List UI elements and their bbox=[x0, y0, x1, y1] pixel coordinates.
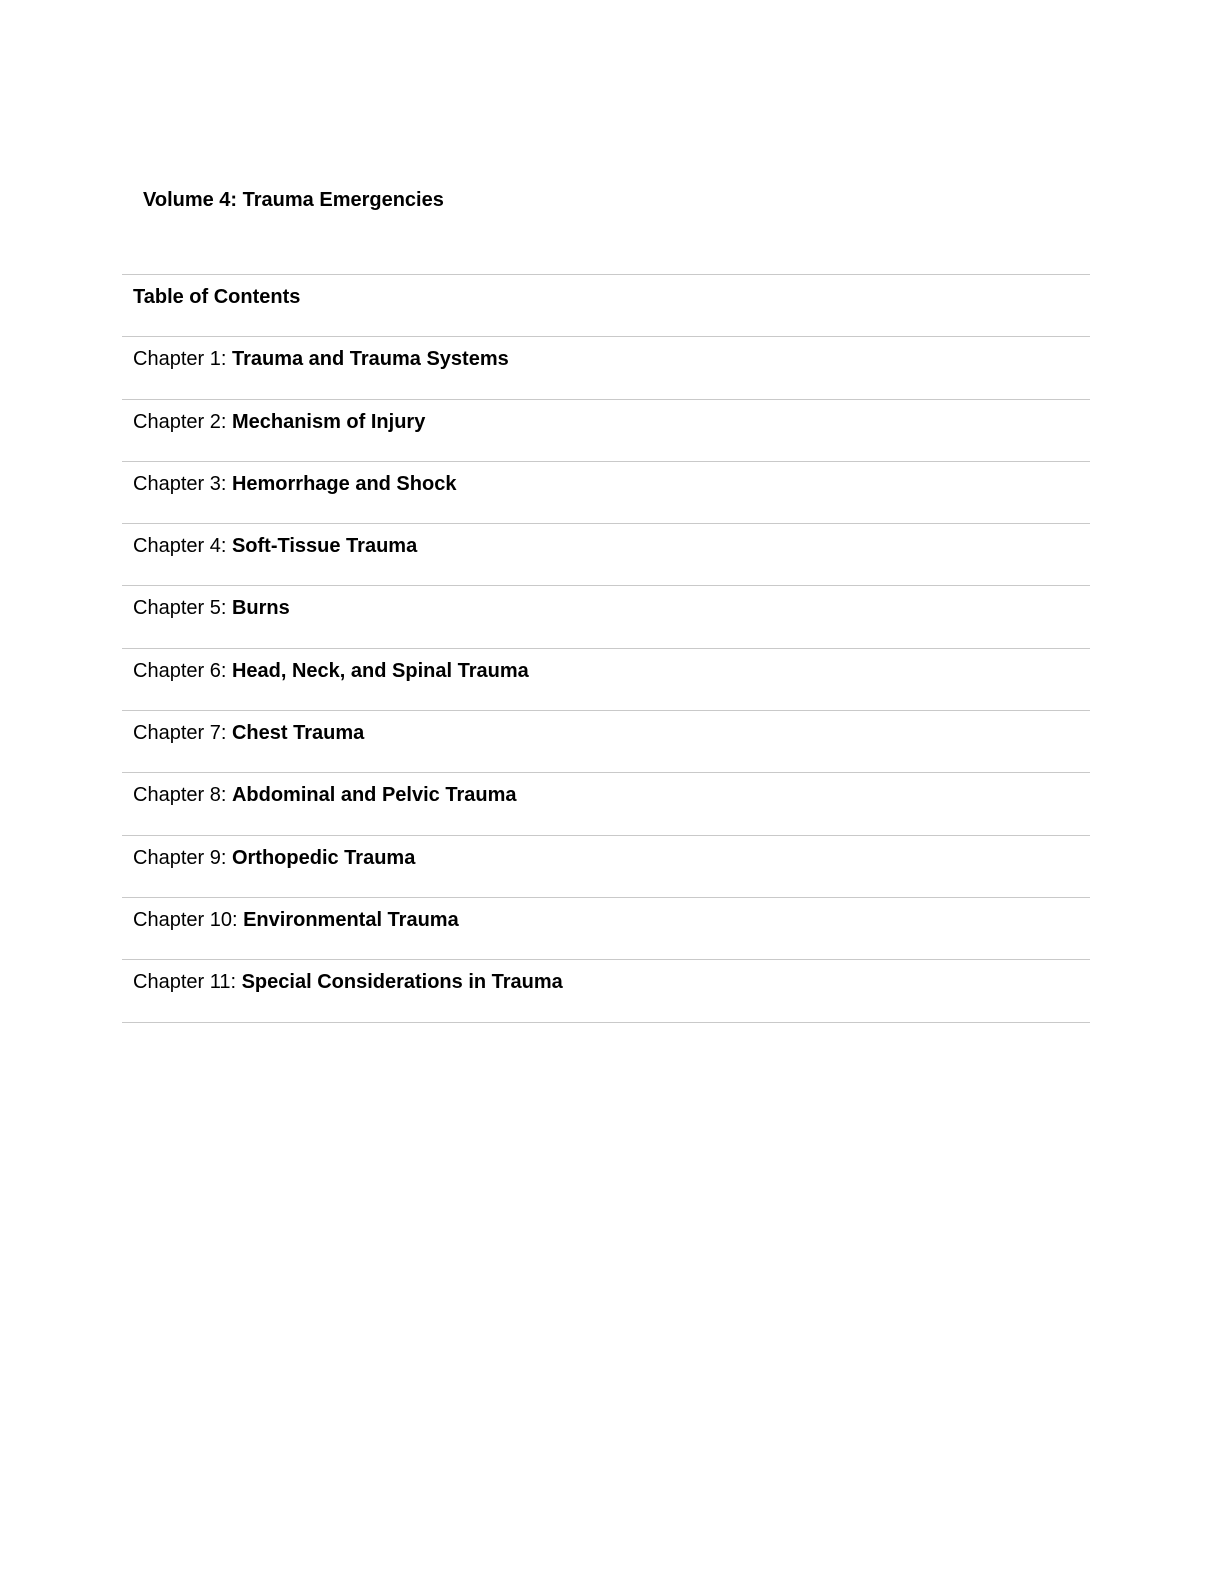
chapter-title: Special Considerations in Trauma bbox=[241, 971, 563, 994]
chapter-number: Chapter 6: bbox=[133, 659, 232, 682]
toc-chapter-10 bbox=[122, 898, 1090, 960]
chapter-number: Chapter 9: bbox=[133, 846, 232, 869]
chapter-title: Head, Neck, and Spinal Trauma bbox=[231, 659, 529, 682]
chapter-number: Chapter 11: bbox=[133, 971, 242, 994]
chapter-number: Chapter 7: bbox=[133, 722, 232, 745]
chapter-number: Chapter 8: bbox=[133, 784, 232, 807]
chapter-number: Chapter 3: bbox=[133, 472, 232, 495]
toc-chapter-1 bbox=[122, 337, 1090, 399]
chapter-title: Burns bbox=[231, 597, 290, 620]
table-of-contents bbox=[122, 274, 1090, 1023]
toc-chapter-5 bbox=[122, 586, 1090, 648]
toc-chapter-7 bbox=[122, 711, 1090, 773]
chapter-number: Chapter 5: bbox=[133, 597, 232, 620]
chapter-title: Orthopedic Trauma bbox=[231, 846, 416, 869]
chapter-title: Hemorrhage and Shock bbox=[231, 472, 457, 495]
toc-chapter-11 bbox=[122, 960, 1090, 1022]
toc-chapter-6 bbox=[122, 649, 1090, 711]
toc-chapter-2 bbox=[122, 400, 1090, 462]
volume-title: Volume 4: Trauma Emergencies bbox=[143, 189, 444, 211]
chapter-title: Mechanism of Injury bbox=[231, 410, 426, 433]
chapter-title: Trauma and Trauma Systems bbox=[231, 348, 509, 371]
chapter-title: Chest Trauma bbox=[231, 722, 365, 745]
chapter-title: Abdominal and Pelvic Trauma bbox=[231, 784, 517, 807]
toc-heading: Table of Contents bbox=[122, 275, 1090, 337]
chapter-number: Chapter 10: bbox=[133, 908, 244, 931]
chapter-number: Chapter 4: bbox=[133, 535, 232, 558]
toc-chapter-3 bbox=[122, 462, 1090, 524]
toc-chapter-8 bbox=[122, 773, 1090, 835]
toc-chapter-9 bbox=[122, 836, 1090, 898]
chapter-title: Environmental Trauma bbox=[243, 908, 459, 931]
chapter-number: Chapter 2: bbox=[133, 410, 232, 433]
chapter-number: Chapter 1: bbox=[133, 348, 232, 371]
chapter-title: Soft-Tissue Trauma bbox=[231, 535, 418, 558]
toc-chapter-4 bbox=[122, 524, 1090, 586]
